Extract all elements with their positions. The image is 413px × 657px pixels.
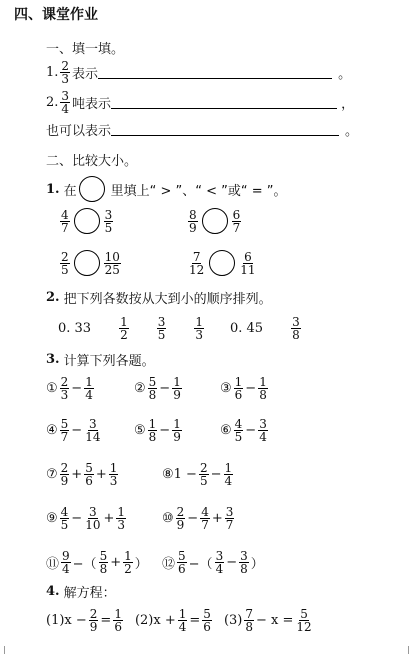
compare-circle[interactable] — [74, 208, 100, 234]
equation-instruction — [46, 582, 116, 601]
calc-problem-6: ⑥ $\frac{4}{5}$ − $\frac{3}{4}$ — [220, 417, 267, 444]
instruction-text: 把下列各数按从大到小的顺序排列。 — [63, 292, 272, 307]
fill-q2 — [46, 90, 354, 115]
compare-item-2: $\frac{8}{9}$ $\frac{6}{7}$ — [189, 207, 241, 235]
q-label: 3. — [46, 352, 60, 367]
equation-3: (3) $\frac{7}{8}$ − x = $\frac{5}{12}$ — [223, 607, 312, 634]
compare-circle[interactable] — [209, 250, 235, 276]
calc-problem-9: ⑨ $\frac{4}{5}$ − $\frac{3}{10}$ + $\frac{1}{3}$ — [46, 505, 126, 532]
section2-heading: 二、比较大小。 — [46, 154, 138, 169]
fill-q2-end: ， — [341, 97, 355, 112]
instruction-text: 在 — [63, 183, 77, 199]
fill-q2-prefix: 2. — [46, 95, 59, 110]
q-label: 2. — [46, 290, 60, 305]
equation-2: (2)x + $\frac{1}{4}$ = $\frac{5}{6}$ — [134, 607, 211, 634]
answer-blank[interactable] — [98, 66, 332, 79]
calc-problem-4: ④ $\frac{5}{7}$ − $\frac{3}{14}$ — [46, 417, 101, 444]
calc-instruction — [46, 350, 155, 369]
number-item: $\frac{1}{2}$ — [120, 315, 128, 342]
calc-problem-8: ⑧1 − $\frac{2}{5}$ − $\frac{1}{4}$ — [162, 461, 233, 488]
order-numbers — [58, 316, 303, 341]
calc-problem-1: ① $\frac{2}{3}$ − $\frac{1}{4}$ — [46, 375, 93, 402]
calc-problem-10: ⑩ $\frac{2}{9}$ − $\frac{4}{7}$ + $\frac{3}{7}$ — [162, 505, 234, 532]
page-corner-mark — [4, 646, 13, 654]
instruction-text: 解方程： — [63, 586, 116, 601]
instruction-text: 计算下列各题。 — [63, 354, 155, 369]
fill-q1-text: 表示 — [72, 67, 99, 82]
page-title: 四、课堂作业 — [14, 7, 98, 23]
number-item: $\frac{3}{8}$ — [292, 315, 300, 342]
compare-circle[interactable] — [74, 250, 100, 276]
fill-q1 — [46, 60, 351, 85]
fill-q1-end: 。 — [338, 67, 352, 82]
answer-blank[interactable] — [111, 96, 337, 109]
calc-problem-11: ⑪ $\frac{9}{4}$ −（ $\frac{5}{8}$ + $\frac{1}{2}$ ） — [46, 549, 148, 576]
fill-q2-text: 吨表示 — [72, 97, 112, 112]
number-item: $\frac{3}{5}$ — [157, 315, 166, 342]
equations-row — [46, 608, 315, 633]
fill-q2b-text: 也可以表示 — [46, 124, 112, 139]
instruction-text: 里填上“ > ”、“ < ”或“ = ”。 — [110, 183, 287, 199]
equation-1: (1)x − $\frac{2}{9}$ = $\frac{1}{6}$ — [46, 607, 122, 634]
number-item: 0. 33 — [58, 321, 92, 336]
page-corner-mark — [400, 646, 409, 654]
calc-problem-7: ⑦ $\frac{2}{9}$ + $\frac{5}{6}$ + $\frac{1}{3}$ — [46, 461, 118, 488]
compare-item-1: $\frac{4}{7}$ $\frac{3}{5}$ — [61, 207, 113, 235]
calc-problem-3: ③ $\frac{1}{6}$ − $\frac{1}{8}$ — [220, 375, 267, 402]
calc-problem-2: ② $\frac{5}{8}$ − $\frac{1}{9}$ — [134, 375, 181, 402]
q-label: 1. — [46, 181, 60, 197]
number-item: $\frac{1}{3}$ — [195, 315, 203, 342]
compare-circle[interactable] — [202, 208, 228, 234]
fill-q1-prefix: 1. — [46, 65, 59, 80]
fill-q2b — [46, 120, 358, 139]
compare-item-4: $\frac{7}{12}$ $\frac{6}{11}$ — [189, 249, 256, 277]
q-label: 4. — [46, 584, 60, 599]
calc-problem-5: ⑤ $\frac{1}{8}$ − $\frac{1}{9}$ — [134, 417, 181, 444]
order-instruction — [46, 288, 272, 307]
fraction: $\frac{3}{4}$ — [61, 89, 70, 116]
section1-heading: 一、填一填。 — [46, 42, 125, 57]
compare-instruction — [46, 176, 286, 202]
fraction: $\frac{2}{3}$ — [61, 59, 70, 86]
fill-q2b-end: 。 — [345, 124, 359, 139]
compare-circle-example — [79, 176, 105, 202]
answer-blank[interactable] — [111, 123, 339, 136]
compare-item-3: $\frac{2}{5}$ $\frac{10}{25}$ — [61, 249, 120, 277]
calc-problem-12: ⑫ $\frac{5}{6}$ −（ $\frac{3}{4}$ − $\frac{3}{8}$ ） — [162, 549, 264, 576]
number-item: 0. 45 — [230, 321, 264, 336]
